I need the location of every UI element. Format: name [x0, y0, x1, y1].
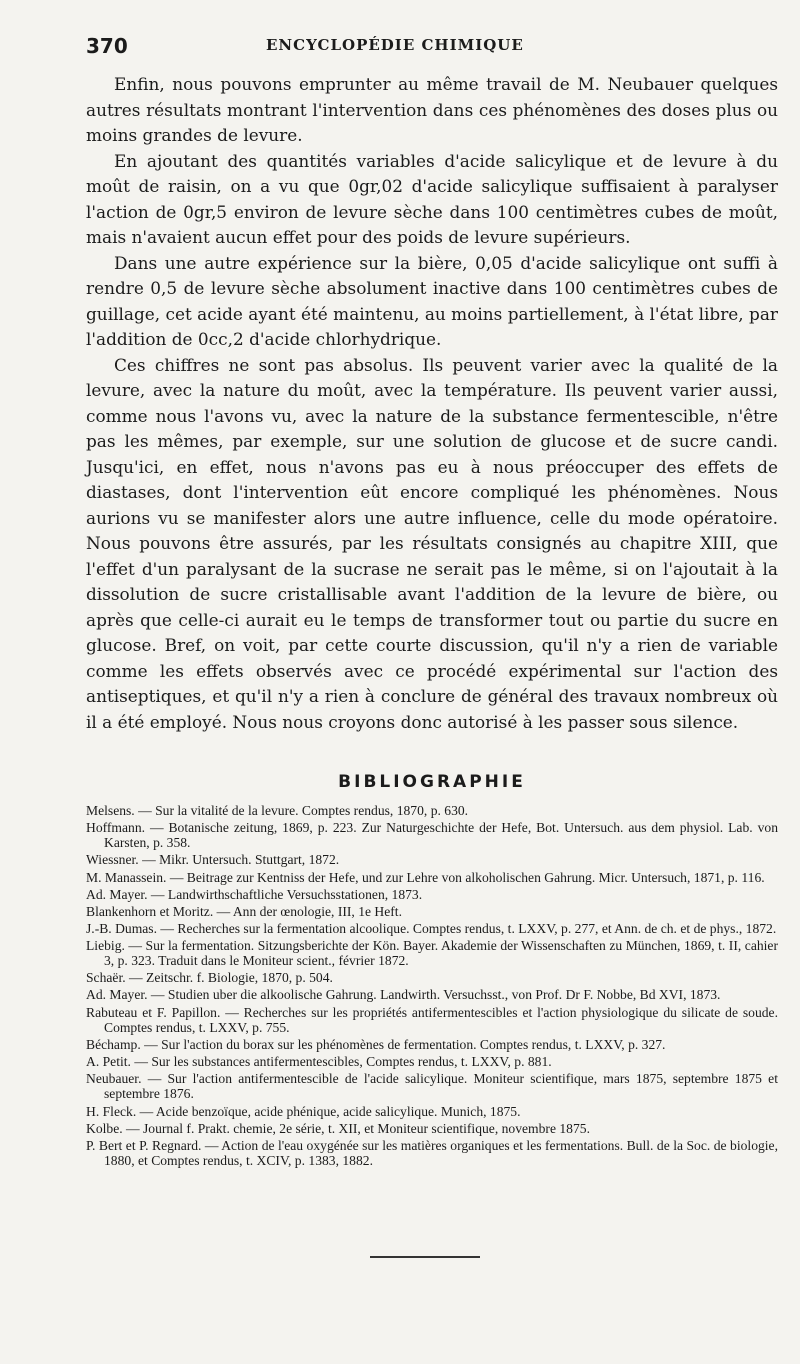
bibliography-entry: H. Fleck. — Acide benzoïque, acide phénique, acide salicylique. Munich, 1875. [86, 1103, 521, 1119]
bibliography-entry: Melsens. — Sur la vitalité de la levure. Comptes rendus, 1870, p. 630. [86, 803, 469, 818]
page-number: 370 [86, 34, 128, 58]
bibliography-entry: Blankenhorn et Moritz. — Ann der œnologie, III, 1e Heft. [86, 903, 402, 919]
bibliography-entry: P. Bert et P. Regnard. — Action de l'eau oxygénée sur les matières organiques et les fermentations. Bull. de la Soc. de biologie, 1880, et Comptes rendus, t. XCIV, p. 1383, 1882. [86, 1137, 778, 1168]
bibliography-entry: Hoffmann. — Botanische zeitung, 1869, p. 223. Zur Naturgeschichte der Hefe, Bot. Untersuch. aus dem physiol. Lab. von Karsten, p. 358. [86, 820, 778, 851]
bibliography-title: BIBLIOGRAPHIE [338, 772, 526, 792]
paragraph: Dans une autre expérience sur la bière, 0,05 d'acide salicylique ont suffi à rendre 0,5 de levure sèche absolument inactive dans 100 centimètres cubes de guillage, cet acide ayant été maintenu, au moins partiellement, à l'état libre, par l'addition de 0cc,2 d'acide chlorhydrique. [86, 252, 778, 349]
bibliography-entry: Béchamp. — Sur l'action du borax sur les phénomènes de fermentation. Comptes rendus, t. LXXV, p. 327. [86, 1036, 666, 1052]
bibliography-entry: Liebig. — Sur la fermentation. Sitzungsberichte der Kön. Bayer. Akademie der Wissenschaften zu München, 1869, t. II, cahier 3, p. 323. Traduit dans le Moniteur scient., février 1872. [86, 937, 778, 969]
bibliography-entry: Ad. Mayer. — Landwirthschaftliche Versuchsstationen, 1873. [86, 886, 423, 902]
page-header [86, 34, 776, 62]
bibliography-entry: Schaër. — Zeitschr. f. Biologie, 1870, p. 504. [86, 970, 333, 986]
bibliography-entry: J.-B. Dumas. — Recherches sur la fermentation alcoolique. Comptes rendus, t. LXXV, p. 277, et Ann. de ch. et de phys., 1872. [86, 920, 777, 936]
running-title: ENCYCLOPÉDIE CHIMIQUE [266, 36, 524, 54]
bibliography-entry: Ad. Mayer. — Studien uber die alkoolische Gahrung. Landwirth. Versuchsst., von Prof. Dr F. Nobbe, Bd XVI, 1873. [86, 987, 721, 1003]
bibliography-entry: M. Manassein. — Beitrage zur Kentniss der Hefe, und zur Lehre von alkoholischen Gahrung. Micr. Untersuch, 1871, p. 116. [86, 869, 765, 885]
paragraph: Ces chiffres ne sont pas absolus. Ils peuvent varier avec la qualité de la levure, avec la nature du moût, avec la température. Ils peuvent varier aussi, comme nous l'avons vu, avec la nature de la substance fermentescible, n'être pas les mêmes, par exemple, sur une solution de glucose et de sucre candi. Jusqu'ici, en effet, nous n'avons pas eu à nous préoccuper des effets de diastases, dont l'intervention eût encore compliqué les phénomènes. Nous aurions vu se manifester alors une autre influence, celle du mode opératoire. Nous pouvons être assurés, par les résultats consignés au chapitre XIII, que l'effet d'un paralysant de la sucrase ne serait pas le même, si on l'ajoutait à la dissolution de sucre cristallisable avant l'addition de la levure de bière, ou après que celle-ci aurait eu le temps de transformer tout ou partie du sucre en glucose. Bref, on voit, par cette courte discussion, qu'il n'y a rien de variable comme les effets observés avec ce procédé expérimental sur l'action des antiseptiques, et qu'il n'y a rien à conclure de général des travaux nombreux où il a été employé. Nous nous croyons donc autorisé à les passer sous silence. [86, 354, 778, 732]
bibliography-list [86, 803, 778, 1170]
bibliography-entry: A. Petit. — Sur les substances antifermentescibles, Comptes rendus, t. LXXV, p. 881. [86, 1054, 552, 1070]
paragraph: En ajoutant des quantités variables d'acide salicylique et de levure à du moût de raisin, on a vu que 0gr,02 d'acide salicylique suffisaient à paralyser l'action de 0gr,5 environ de levure sèche dans 100 centimètres cubes de moût, mais n'avaient aucun effet pour des poids de levure supérieurs. [86, 150, 778, 247]
bibliography-entry: Rabuteau et F. Papillon. — Recherches sur les propriétés antifermentescibles et l'action physiologique du silicate de soude. Comptes rendus, t. LXXV, p. 755. [86, 1004, 778, 1035]
closing-rule [370, 1256, 480, 1258]
bibliography-entry: Wiessner. — Mikr. Untersuch. Stuttgart, 1872. [86, 852, 340, 868]
bibliography-entry: Kolbe. — Journal f. Prakt. chemie, 2e série, t. XII, et Moniteur scientifique, novembre 1875. [86, 1120, 590, 1136]
paragraph: Enfin, nous pouvons emprunter au même travail de M. Neubauer quelques autres résultats montrant l'intervention dans ces phénomènes des doses plus ou moins grandes de levure. [86, 74, 778, 145]
bibliography-entry: Neubauer. — Sur l'action antifermentescible de l'acide salicylique. Moniteur scientifique, mars 1875, septembre 1875 et septembre 1876. [86, 1071, 778, 1102]
body-text [86, 72, 778, 735]
